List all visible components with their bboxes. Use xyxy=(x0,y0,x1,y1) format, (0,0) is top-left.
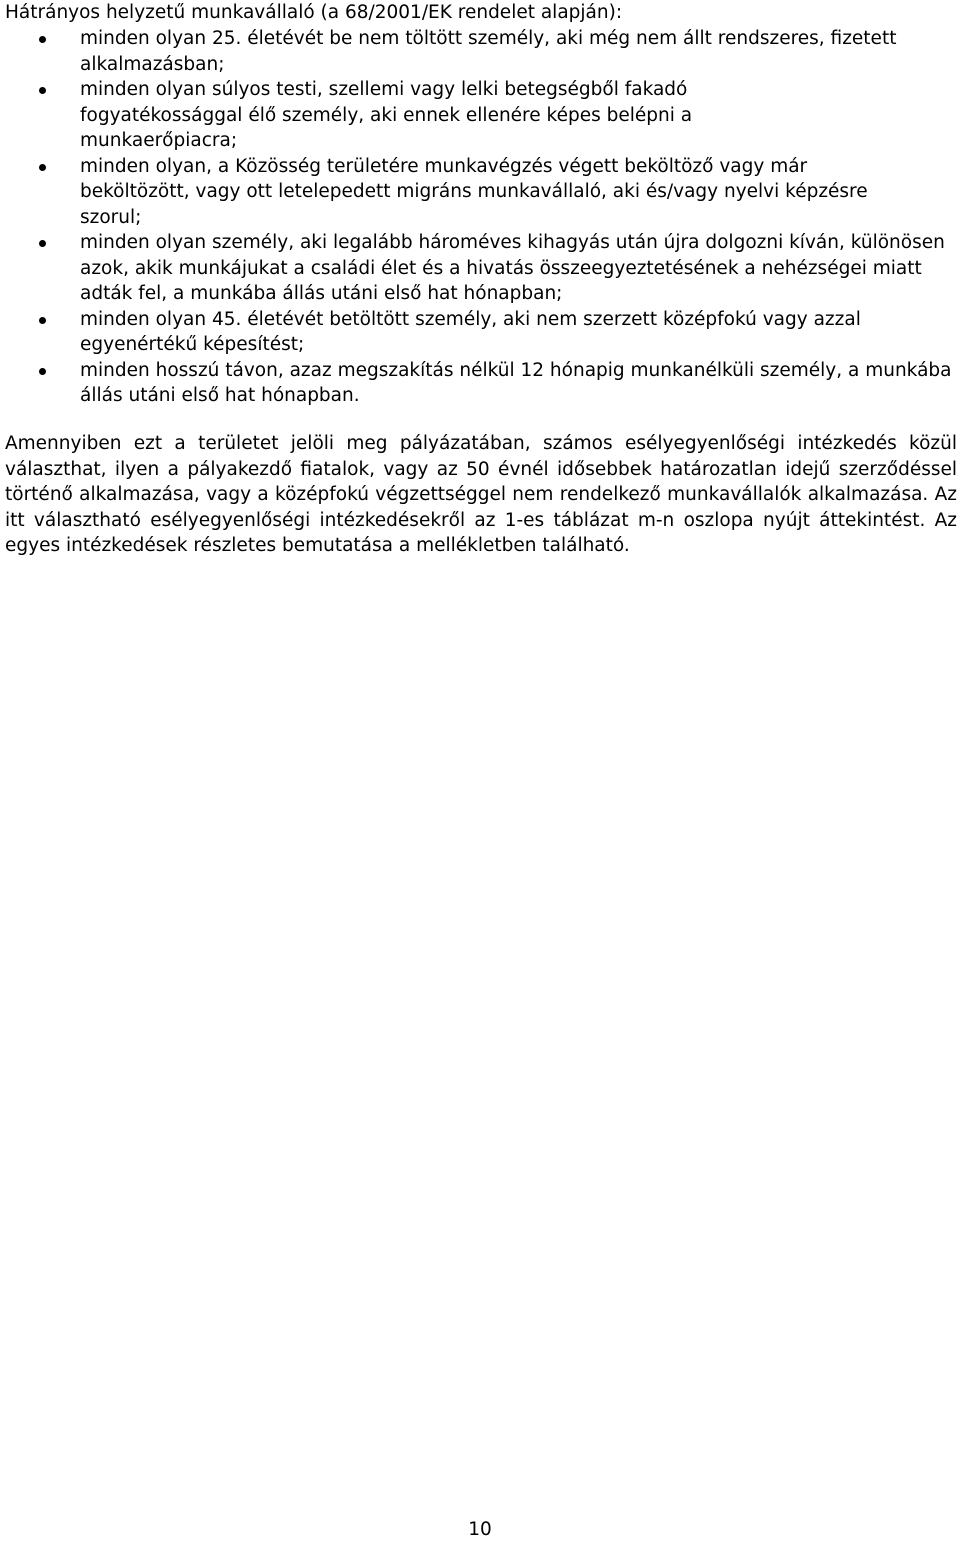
list-item xyxy=(0,154,908,231)
page-number: 10 xyxy=(468,1519,492,1540)
list-item xyxy=(0,230,960,307)
list-item-text: minden olyan személy, aki legalább hároméves kihagyás után újra dolgozni kíván, különösen azok, akik munkájukat a családi élet és a hivatás összeegyeztetésének a nehézségei miatt adták fel, a munkába állás utáni első hat hónapban; xyxy=(80,232,945,304)
bullet-icon xyxy=(39,36,46,43)
bullet-list xyxy=(0,26,960,409)
bullet-icon xyxy=(39,368,46,375)
list-item xyxy=(0,26,960,77)
list-item-text: minden hosszú távon, azaz megszakítás nélkül 12 hónapig munkanélküli személy, a munkába állás utáni első hat hónapban. xyxy=(80,359,952,406)
list-item-text: minden olyan 45. életévét betöltött személy, aki nem szerzett középfokú vagy azzal egyenértékű képesítést; xyxy=(80,308,861,355)
list-item-text: minden olyan súlyos testi, szellemi vagy lelki betegségből fakadó fogyatékossággal élő személy, aki ennek ellenére képes belépni a munkaerőpiacra; xyxy=(80,79,693,151)
bullet-icon xyxy=(39,164,46,171)
list-item-text: minden olyan 25. életévét be nem töltött személy, aki még nem állt rendszeres, fizetett alkalmazásban; xyxy=(80,28,897,75)
list-item xyxy=(0,77,788,154)
list-item xyxy=(0,358,960,409)
section-heading: Hátrányos helyzetű munkavállaló (a 68/2001/EK rendelet alapján): xyxy=(5,2,623,23)
bullet-icon xyxy=(39,240,46,247)
bullet-icon xyxy=(39,87,46,94)
list-item-text: minden olyan, a Közösség területére munkavégzés végett beköltöző vagy már beköltözött, vagy ott letelepedett migráns munkavállaló, aki és/vagy nyelvi képzésre szorul; xyxy=(80,155,868,228)
bullet-icon xyxy=(39,317,46,324)
body-paragraph: Amennyiben ezt a területet jelöli meg pályázatában, számos esélyegyenlőségi intézkedés közül választhat, ilyen a pályakezdő fiatalok, vagy az 50 évnél idősebbek határozatlan idejű szerződéssel történő alkalmazása, vagy a középfokú végzettséggel nem rendelkező munkavállalók alkalmazása. Az itt választható esélyegyenlőségi intézkedésekről az 1-es táblázat m-n oszlopa nyújt áttekintést. Az egyes intézkedések részletes bemutatása a mellékletben található. xyxy=(5,433,957,556)
list-item xyxy=(0,307,938,358)
